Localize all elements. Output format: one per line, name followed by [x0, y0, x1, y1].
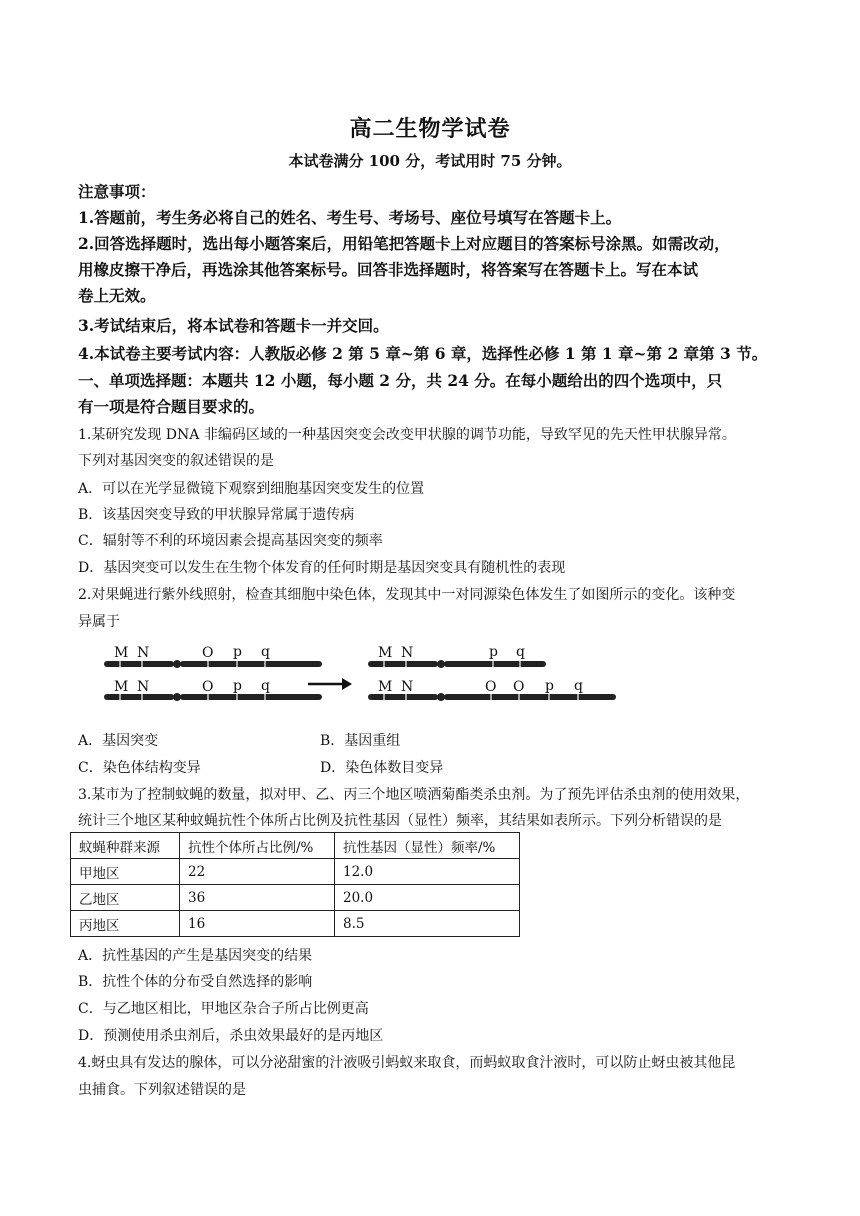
gene-label: N [401, 645, 414, 661]
gene-label: O [202, 645, 214, 661]
question-4-stem: 4.蚜虫具有发达的腺体，可以分泌甜蜜的汁液吸引蚂蚁来取食，而蚂蚁取食汁液时，可以防止蚜虫被其他昆 [78, 1055, 736, 1071]
gene-label: M [378, 645, 393, 661]
table-row [71, 911, 520, 937]
notice-line: 卷上无效。 [78, 286, 156, 305]
resistance-table [70, 832, 520, 937]
table-cell: 丙地区 [71, 911, 180, 937]
question-2-stem: 异属于 [78, 614, 120, 630]
table-header-cell: 抗性个体所占比例/% [180, 833, 335, 859]
gene-label: M [114, 645, 129, 661]
question-2-stem: 2.对果蝇进行紫外线照射，检查其细胞中染色体，发现其中一对同源染色体发生了如图所示的变化。该种变 [78, 587, 736, 603]
section-heading: 有一项是符合题目要求的。 [78, 397, 265, 416]
table-cell: 16 [180, 911, 335, 937]
question-3-option-b: B．抗性个体的分布受自然选择的影响 [78, 974, 313, 990]
chromosome-before-bottom [104, 678, 322, 702]
question-3-stem: 统计三个地区某种蚊蝇抗性个体所占比例及抗性基因（显性）频率，其结果如表所示。下列分析错误的是 [78, 813, 722, 829]
gene-label: p [233, 644, 242, 660]
table-cell: 乙地区 [71, 885, 180, 911]
question-1-option-d: D．基因突变可以发生在生物个体发育的任何时期是基因突变具有随机性的表现 [78, 560, 566, 576]
notice-line: 2.回答选择题时，选出每小题答案后，用铅笔把答题卡上对应题目的答案标号涂黑。如需改动， [78, 234, 730, 253]
chromosome-after-bottom [368, 678, 616, 702]
table-row [71, 859, 520, 885]
table-row [71, 885, 520, 911]
question-3-option-c: C．与乙地区相比，甲地区杂合子所占比例更高 [78, 1001, 369, 1017]
chromosome-diagram [100, 642, 620, 722]
gene-label: O [513, 679, 525, 695]
notice-line: 4.本试卷主要考试内容：人教版必修 2 第 5 章~第 6 章，选择性必修 1 第 1 章~第 2 章第 3 节。 [78, 344, 768, 363]
gene-label: q [516, 644, 525, 660]
table-header-cell: 抗性基因（显性）频率/% [335, 833, 520, 859]
gene-label: p [233, 678, 242, 694]
gene-label: O [202, 679, 214, 695]
gene-label: q [261, 678, 270, 694]
gene-label: O [485, 679, 497, 695]
table-cell: 12.0 [335, 859, 520, 885]
page-title: 高二生物学试卷 [349, 116, 511, 142]
question-2-option-d: D．染色体数目变异 [320, 760, 444, 776]
question-3-option-d: D．预测使用杀虫剂后，杀虫效果最好的是丙地区 [78, 1028, 384, 1044]
chromosome-after-top [368, 644, 546, 669]
gene-label: N [137, 679, 150, 695]
question-1-option-c: C．辐射等不利的环境因素会提高基因突变的频率 [78, 533, 383, 549]
question-1-option-a: A．可以在光学显微镜下观察到细胞基因突变发生的位置 [78, 481, 425, 497]
gene-label: q [574, 678, 583, 694]
gene-label: p [545, 678, 554, 694]
table-cell: 甲地区 [71, 859, 180, 885]
table-header-cell: 蚊蝇种群来源 [71, 833, 180, 859]
table-cell: 20.0 [335, 885, 520, 911]
table-header-row [71, 833, 520, 859]
gene-label: N [137, 645, 150, 661]
table-cell: 22 [180, 859, 335, 885]
question-3-option-a: A．抗性基因的产生是基因突变的结果 [78, 948, 313, 964]
notice-line: 1.答题前，考生务必将自己的姓名、考生号、考场号、座位号填写在答题卡上。 [78, 208, 622, 227]
table-cell: 36 [180, 885, 335, 911]
gene-label: M [378, 679, 393, 695]
question-1-option-b: B．该基因突变导致的甲状腺异常属于遗传病 [78, 507, 355, 523]
question-1-stem: 下列对基因突变的叙述错误的是 [78, 453, 274, 469]
table-cell: 8.5 [335, 911, 520, 937]
question-2-option-c: C．染色体结构变异 [78, 760, 201, 776]
notice-line: 3.考试结束后，将本试卷和答题卡一并交回。 [78, 316, 389, 335]
question-2-option-a: A．基因突变 [78, 733, 159, 749]
question-1-stem: 1.某研究发现 DNA 非编码区域的一种基因突变会改变甲状腺的调节功能，导致罕见的先天性甲状腺异常。 [78, 427, 736, 443]
question-4-stem: 虫捕食。下列叙述错误的是 [78, 1082, 246, 1098]
gene-label: q [261, 644, 270, 660]
notice-heading: 注意事项： [78, 182, 156, 201]
chromosome-before-top [104, 644, 322, 669]
exam-info: 本试卷满分 100 分，考试用时 75 分钟。 [288, 152, 572, 170]
arrow-icon [308, 678, 352, 690]
gene-label: N [401, 679, 414, 695]
section-heading: 一、单项选择题：本题共 12 小题，每小题 2 分，共 24 分。在每小题给出的四个选项中，只 [78, 371, 723, 390]
gene-label: M [114, 679, 129, 695]
gene-label: p [489, 644, 498, 660]
question-3-stem: 3.某市为了控制蚊蝇的数量，拟对甲、乙、丙三个地区喷洒菊酯类杀虫剂。为了预先评估杀虫剂的使用效果， [78, 787, 750, 803]
notice-line: 用橡皮擦干净后，再选涂其他答案标号。回答非选择题时，将答案写在答题卡上。写在本试 [78, 260, 699, 279]
question-2-option-b: B．基因重组 [320, 733, 401, 749]
